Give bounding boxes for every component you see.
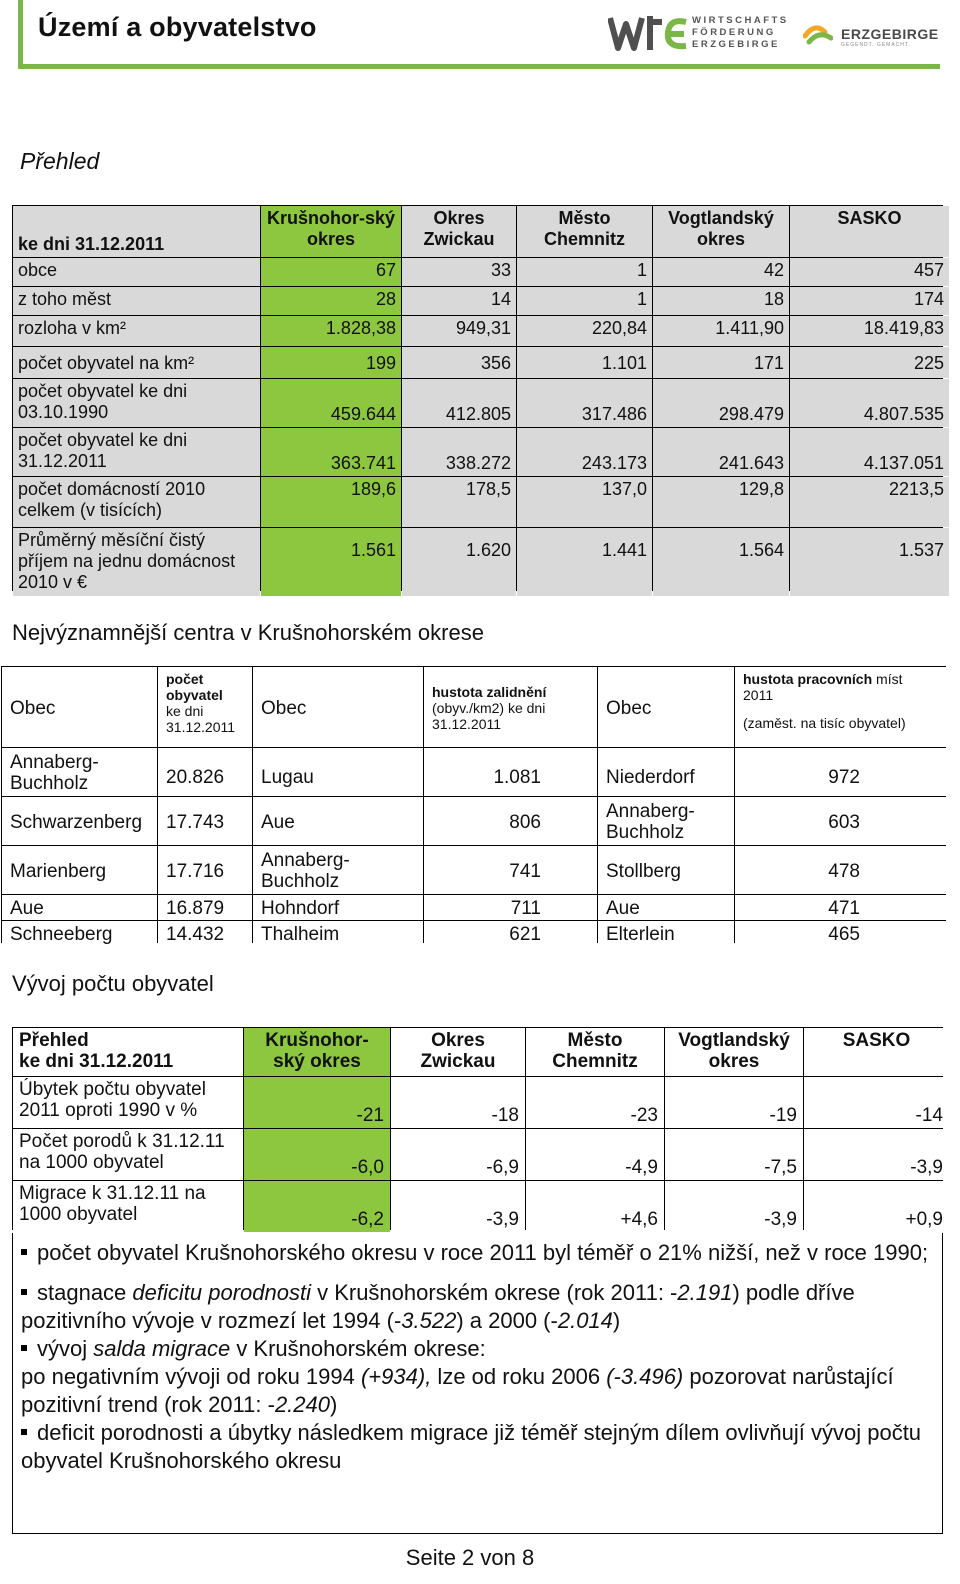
table-cell-pocet: 20.826 — [158, 748, 252, 796]
table-cell: 1.411,90 — [653, 316, 789, 346]
table-cell: 1.101 — [517, 347, 652, 378]
column-header: Vogtlandský okres — [653, 206, 789, 257]
row-label: počet domácností 2010 celkem (v tisících) — [13, 477, 260, 527]
column-header-bold: hustota zalidnění — [432, 684, 547, 700]
row-label: Průměrný měsíční čistý příjem na jednu domácnost 2010 v € — [13, 528, 260, 596]
column-header: Krušnohor-ský okres — [261, 206, 401, 257]
table-cell: 363.741 — [261, 428, 401, 476]
column-header: Obec — [598, 667, 734, 747]
table-cell-pocet: 17.716 — [158, 846, 252, 894]
table-cell-pocet: 16.879 — [158, 895, 252, 920]
table-cell-hustota: 711 — [424, 895, 597, 920]
wfe-logo-icon — [608, 12, 688, 54]
table-corner-label: ke dni 31.12.2011 — [13, 206, 260, 257]
table-cell: 1.537 — [790, 528, 949, 596]
table-cell: 356 — [402, 347, 516, 378]
table-cell-obec: Aue — [253, 797, 423, 845]
table-cell-pocet: 14.432 — [158, 921, 252, 946]
table-cell: 457 — [790, 258, 949, 286]
bullet-square-icon — [21, 1249, 27, 1255]
table-cell: 220,84 — [517, 316, 652, 346]
bullet-item: stagnace deficitu porodnosti v Krušnohorském okrese (rok 2011: -2.191) podle dříve pozitivního vývoje v rozmezí let 1994 (-3.522) a 2000 (-2.014) — [21, 1280, 855, 1333]
table-cell-obec: Marienberg — [2, 846, 157, 894]
section-heading-prehled: Přehled — [20, 148, 100, 174]
table-cell-obec: Elterlein — [598, 921, 734, 946]
table-cell-hustota: 741 — [424, 846, 597, 894]
overview-table — [12, 205, 943, 591]
column-header: Město Chemnitz — [517, 206, 652, 257]
centers-table — [1, 666, 946, 943]
table-cell-obec: Niederdorf — [598, 748, 734, 796]
wfe-logo-mark — [608, 12, 688, 62]
table-cell: 1 — [517, 258, 652, 286]
table-cell: -14 — [804, 1077, 949, 1128]
table-cell-obec: Aue — [2, 895, 157, 920]
table-cell-obec: Annaberg-Buchholz — [253, 846, 423, 894]
column-header: Okres Zwickau — [402, 206, 516, 257]
bullet-item: vývoj salda migrace v Krušnohorském okrese: po negativním vývoji od roku 1994 (+934), lze od roku 2006 (-3.496) pozorovat narůstající pozitivní trend (rok 2011: -2.240) — [21, 1336, 894, 1417]
row-label: Úbytek počtu obyvatel 2011 oproti 1990 v % — [13, 1077, 243, 1128]
bullet-item: deficit porodnosti a úbytky následkem migrace již téměř stejným dílem ovlivňují vývoj počtu obyvatel Krušnohorského okresu — [21, 1420, 922, 1473]
table-cell-prac: 972 — [735, 748, 952, 796]
table-cell: 1.564 — [653, 528, 789, 596]
row-label: počet obyvatel ke dni 31.12.2011 — [13, 428, 260, 476]
table-cell: 171 — [653, 347, 789, 378]
table-cell: 1.620 — [402, 528, 516, 596]
table-cell: 412.805 — [402, 379, 516, 427]
wfe-logo — [608, 12, 789, 54]
table-cell: 189,6 — [261, 477, 401, 527]
header-left-bar — [18, 0, 23, 69]
table-cell: 338.272 — [402, 428, 516, 476]
table-cell-hustota: 621 — [424, 921, 597, 946]
table-cell: 243.173 — [517, 428, 652, 476]
table-cell: 1 — [517, 287, 652, 315]
table-cell: 298.479 — [653, 379, 789, 427]
column-header: SASKO — [790, 206, 949, 257]
table-cell: 174 — [790, 287, 949, 315]
table-cell: 18 — [653, 287, 789, 315]
bullet-item: počet obyvatel Krušnohorského okresu v roce 2011 byl téměř o 21% nižší, než v roce 1990; — [21, 1239, 934, 1267]
row-label: počet obyvatel na km² — [13, 347, 260, 378]
summary-bullets — [12, 1233, 943, 1534]
table-cell: 178,5 — [402, 477, 516, 527]
table-cell: -21 — [244, 1077, 390, 1128]
bullet-square-icon — [21, 1289, 27, 1295]
column-header-rest: míst — [872, 671, 903, 687]
column-header: Okres Zwickau — [391, 1028, 525, 1076]
table-cell-obec: Schwarzenberg — [2, 797, 157, 845]
table-cell: -3,9 — [391, 1181, 525, 1232]
table-cell: -6,0 — [244, 1129, 390, 1180]
page-header — [18, 0, 940, 70]
column-header-bold: hustota pracovních — [743, 671, 873, 687]
table-cell-obec: Hohndorf — [253, 895, 423, 920]
column-header-rest: ke dni 31.12.2011 — [166, 703, 236, 735]
table-cell: -4,9 — [526, 1129, 664, 1180]
table-cell-prac: 478 — [735, 846, 952, 894]
column-header-bold: počet obyvatel — [166, 671, 223, 703]
table-cell: 33 — [402, 258, 516, 286]
table-corner-label: Přehled ke dni 31.12.2011 — [13, 1028, 243, 1076]
row-label: Migrace k 31.12.11 na 1000 obyvatel — [13, 1181, 243, 1232]
table-cell: -6,2 — [244, 1181, 390, 1232]
table-cell: 459.644 — [261, 379, 401, 427]
table-cell: 949,31 — [402, 316, 516, 346]
bullet-square-icon — [21, 1429, 27, 1435]
table-cell: +4,6 — [526, 1181, 664, 1232]
section-heading-vyvoj: Vývoj počtu obyvatel — [12, 971, 214, 996]
header-rule — [18, 64, 940, 69]
table-cell: -3,9 — [665, 1181, 803, 1232]
column-header-year: 2011 — [743, 687, 774, 703]
table-cell: 1.828,38 — [261, 316, 401, 346]
table-cell: -19 — [665, 1077, 803, 1128]
table-cell: 4.807.535 — [790, 379, 949, 427]
column-header-rest: (obyv./km2) ke dni 31.12.2011 — [432, 700, 546, 732]
table-cell: 28 — [261, 287, 401, 315]
table-cell: 129,8 — [653, 477, 789, 527]
table-cell: 1.441 — [517, 528, 652, 596]
table-cell: 4.137.051 — [790, 428, 949, 476]
table-cell: +0,9 — [804, 1181, 949, 1232]
row-label: počet obyvatel ke dni 03.10.1990 — [13, 379, 260, 427]
table-cell-obec: Stollberg — [598, 846, 734, 894]
table-cell-obec: Aue — [598, 895, 734, 920]
table-cell: -3,9 — [804, 1129, 949, 1180]
table-cell-hustota: 1.081 — [424, 748, 597, 796]
table-cell: 67 — [261, 258, 401, 286]
row-label: rozloha v km² — [13, 316, 260, 346]
row-label: obce — [13, 258, 260, 286]
column-header: Krušnohor-ský okres — [244, 1028, 390, 1076]
column-header — [424, 667, 597, 747]
table-cell: 137,0 — [517, 477, 652, 527]
table-cell-pocet: 17.743 — [158, 797, 252, 845]
bullet-square-icon — [21, 1345, 27, 1351]
table-cell-obec: Annaberg-Buchholz — [598, 797, 734, 845]
table-cell: -7,5 — [665, 1129, 803, 1180]
column-header-unit: (zaměst. na tisíc obyvatel) — [743, 715, 906, 731]
column-header: SASKO — [804, 1028, 949, 1076]
table-cell: 199 — [261, 347, 401, 378]
section-heading-centra: Nejvýznamnější centra v Krušnohorském okrese — [12, 620, 484, 645]
column-header: Obec — [253, 667, 423, 747]
table-cell-prac: 465 — [735, 921, 952, 946]
table-cell: -23 — [526, 1077, 664, 1128]
table-cell: 317.486 — [517, 379, 652, 427]
page-number: Seite 2 von 8 — [405, 1545, 535, 1570]
row-label: Počet porodů k 31.12.11 na 1000 obyvatel — [13, 1129, 243, 1180]
table-cell: 14 — [402, 287, 516, 315]
population-trend-table — [12, 1027, 943, 1230]
column-header: Obec — [2, 667, 157, 747]
column-header: Vogtlandský okres — [665, 1028, 803, 1076]
table-cell: 225 — [790, 347, 949, 378]
table-cell-obec: Schneeberg — [2, 921, 157, 946]
table-cell-obec: Thalheim — [253, 921, 423, 946]
erzgebirge-logo-tagline: GEGENDT. GEMACHT. — [841, 42, 911, 48]
table-cell: 1.561 — [261, 528, 401, 596]
row-label: z toho měst — [13, 287, 260, 315]
table-cell-obec: Annaberg-Buchholz — [2, 748, 157, 796]
erzgebirge-logo — [803, 16, 943, 52]
table-cell-prac: 471 — [735, 895, 952, 920]
table-cell: 42 — [653, 258, 789, 286]
wfe-logo-text: WIRTSCHAFTS FÖRDERUNG ERZGEBIRGE — [692, 15, 789, 50]
erzgebirge-logo-icon — [803, 18, 833, 48]
column-header: Město Chemnitz — [526, 1028, 664, 1076]
table-cell: 2213,5 — [790, 477, 949, 527]
table-cell-prac: 603 — [735, 797, 952, 845]
table-cell: 18.419,83 — [790, 316, 949, 346]
table-cell-obec: Lugau — [253, 748, 423, 796]
table-cell: -18 — [391, 1077, 525, 1128]
column-header — [735, 667, 952, 747]
table-cell-hustota: 806 — [424, 797, 597, 845]
table-cell: -6,9 — [391, 1129, 525, 1180]
erzgebirge-logo-name: ERZGEBIRGE — [841, 26, 939, 42]
page-title: Území a obyvatelstvo — [38, 12, 317, 42]
table-cell: 241.643 — [653, 428, 789, 476]
column-header — [158, 667, 252, 747]
